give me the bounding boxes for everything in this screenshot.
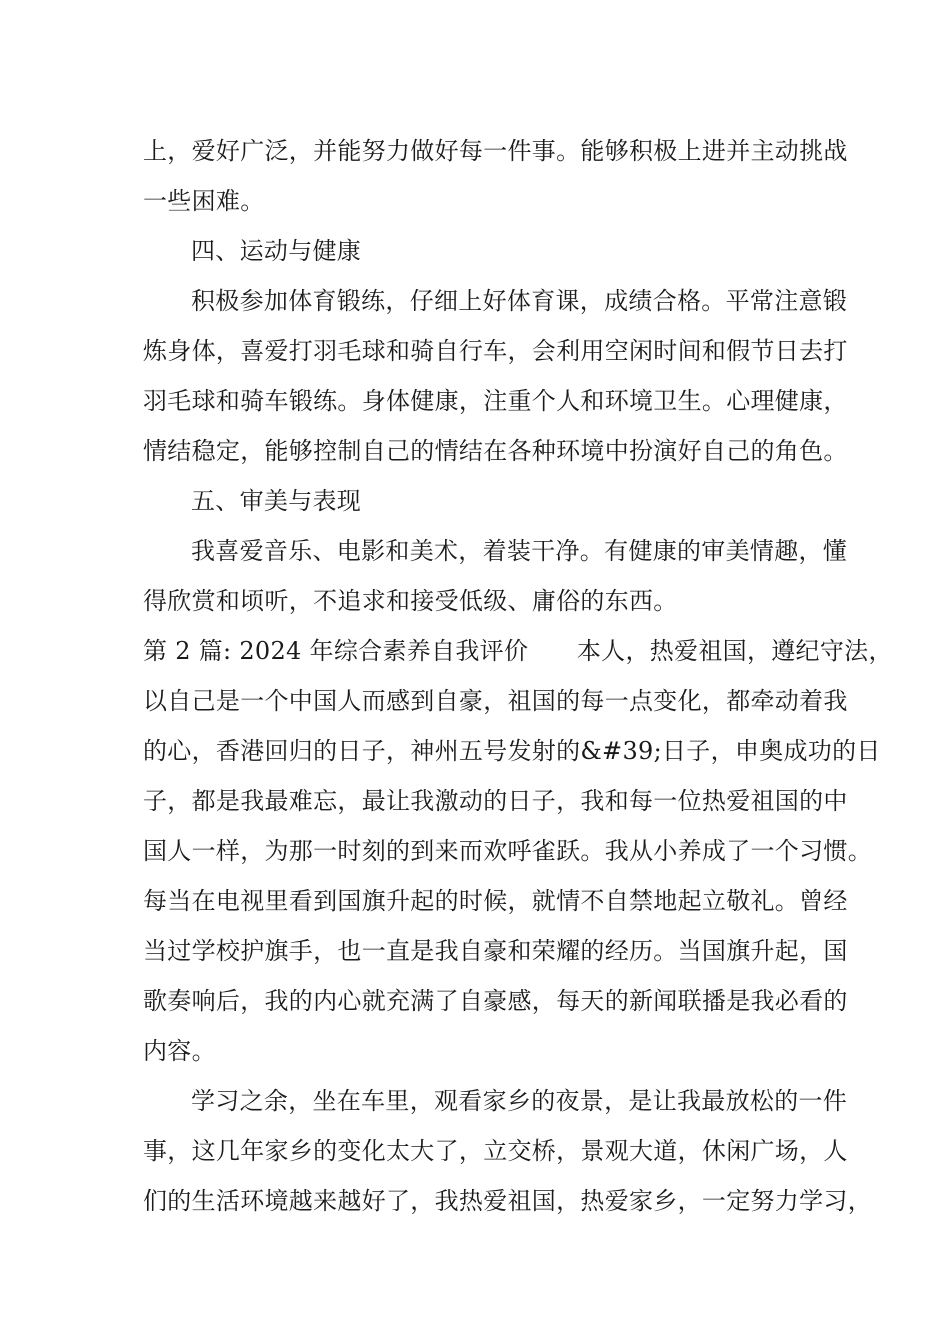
- paragraph-line: 子，都是我最难忘，最让我激动的日子，我和每一位热爱祖国的中: [143, 787, 848, 815]
- paragraph-line: 事，这几年家乡的变化太大了，立交桥，景观大道，休闲广场，人: [143, 1137, 848, 1165]
- paragraph-line: 得欣赏和顷听，不追求和接受低级、庸俗的东西。: [143, 587, 678, 615]
- paragraph-line: 每当在电视里看到国旗升起的时候，就情不自禁地起立敬礼。曾经: [143, 887, 848, 915]
- paragraph-line: 上，爱好广泛，并能努力做好每一件事。能够积极上进并主动挑战: [143, 137, 848, 165]
- paragraph-line: 们的生活环境越来越好了，我热爱祖国，热爱家乡，一定努力学习，: [143, 1187, 872, 1215]
- paragraph-line: 情结稳定，能够控制自己的情结在各种环境中扮演好自己的角色。: [143, 437, 848, 465]
- paragraph-line: 炼身体，喜爱打羽毛球和骑自行车，会利用空闲时间和假节日去打: [143, 337, 848, 365]
- paragraph-line: 学习之余，坐在车里，观看家乡的夜景，是让我最放松的一件: [191, 1087, 848, 1115]
- section-heading: 五、审美与表现: [191, 487, 362, 515]
- paragraph-line: 内容。: [143, 1037, 216, 1065]
- paragraph-line: 积极参加体育锻练，仔细上好体育课，成绩合格。平常注意锻: [191, 287, 848, 315]
- paragraph-line: 国人一样，为那一时刻的到来而欢呼雀跃。我从小养成了一个习惯。: [143, 837, 872, 865]
- paragraph-line: 一些困难。: [143, 187, 265, 215]
- paragraph-line: 歌奏响后，我的内心就充满了自豪感，每天的新闻联播是我必看的: [143, 987, 848, 1015]
- section-heading: 四、运动与健康: [191, 237, 362, 265]
- article-title-line: 第 2 篇: 2024 年综合素养自我评价 本人，热爱祖国，遵纪守法，: [143, 637, 893, 665]
- paragraph-line: 我喜爱音乐、电影和美术，着装干净。有健康的审美情趣，懂: [191, 537, 848, 565]
- paragraph-line: 羽毛球和骑车锻练。身体健康，注重个人和环境卫生。心理健康，: [143, 387, 848, 415]
- paragraph-line: 当过学校护旗手，也一直是我自豪和荣耀的经历。当国旗升起，国: [143, 937, 848, 965]
- paragraph-line: 的心，香港回归的日子，神州五号发射的&#39;日子，申奥成功的日: [143, 737, 881, 765]
- paragraph-line: 以自己是一个中国人而感到自豪，祖国的每一点变化，都牵动着我: [143, 687, 848, 715]
